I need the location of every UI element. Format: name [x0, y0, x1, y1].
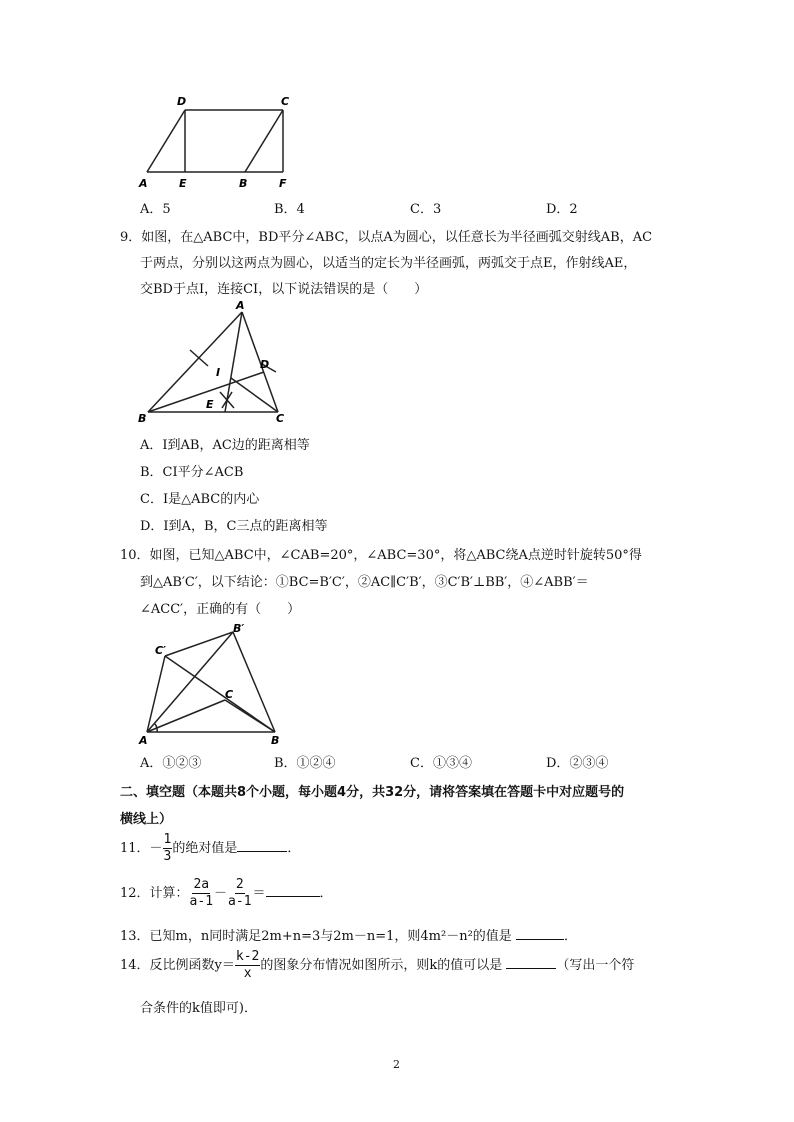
- q14-end: （写出一个符: [556, 958, 635, 973]
- q9-line-1: 9．如图，在△ABC中，BD平分∠ABC，以点A为圆心，以任意长为半径画弧交射线AB，AC: [120, 230, 653, 245]
- q14-prefix: 14．反比例函数y＝: [120, 958, 235, 973]
- q9-line-3: 交BD于点I，连接CI，以下说法错误的是（ ）: [140, 282, 428, 297]
- q12-fraction-2: [227, 877, 252, 910]
- q8-label-C: C: [281, 95, 290, 108]
- q9-figure: [130, 300, 290, 430]
- section2-heading-line2: 横线上）: [120, 812, 173, 827]
- q10-option-c: C．①③④: [410, 756, 472, 771]
- q10-option-b: B．①②④: [274, 756, 336, 771]
- q10-label-Cp: C′: [155, 644, 166, 657]
- q14: [120, 948, 634, 984]
- q10-figure: [135, 620, 295, 750]
- q10-label-B: B: [271, 734, 280, 747]
- q11-denominator: 3: [163, 849, 172, 864]
- q9-label-B: B: [138, 412, 147, 425]
- q13: [120, 925, 577, 944]
- q13-text: 13．已知m，n同时满足2m+n=3与2m－n=1，则4m²－n²的值是: [120, 929, 512, 944]
- q9-option-c: C．I是△ABC的内心: [140, 492, 260, 507]
- q8-option-d: D．2: [546, 202, 578, 217]
- q11-suffix: 的绝对值是: [172, 841, 238, 856]
- section2-heading-line1: 二、填空题（本题共8个小题，每小题4分，共32分，请将答案填在答题卡中对应题号的: [120, 785, 625, 800]
- q9-label-D: D: [260, 358, 270, 371]
- q10-line-3: ∠ACC′，正确的有（ ）: [140, 602, 301, 617]
- q8-option-c: C．3: [410, 202, 442, 217]
- q12-prefix: 12．计算：: [120, 886, 189, 901]
- q8-label-A: A: [139, 177, 148, 190]
- q10-option-d: D．②③④: [546, 756, 609, 771]
- q12-fraction-1: [189, 877, 214, 910]
- q11-fraction: [163, 832, 173, 865]
- q13-answer-blank[interactable]: [516, 939, 564, 940]
- q14-mid: 的图象分布情况如图所示，则k的值可以是: [260, 958, 503, 973]
- q12-denominator-2: a-1: [228, 894, 252, 909]
- q14-line-2: 合条件的k值即可)．: [140, 1001, 257, 1016]
- q11-answer-blank[interactable]: [237, 851, 287, 852]
- q9-label-E: E: [206, 398, 214, 411]
- q9-line-2: 于两点，分别以这两点为圆心，以适当的定长为半径画弧，两弧交于点E，作射线AE，: [140, 256, 637, 271]
- q14-denominator: x: [243, 966, 252, 981]
- q10-label-C: C: [225, 688, 234, 701]
- q9-label-I: I: [216, 366, 221, 379]
- q9-label-A: A: [236, 300, 245, 312]
- q9-option-a: A．I到AB，AC边的距离相等: [140, 438, 310, 453]
- q12-end: ．: [319, 886, 333, 901]
- q10-option-a: A．①②③: [140, 756, 202, 771]
- q11: [120, 832, 300, 866]
- q12-equals: ＝: [252, 886, 266, 901]
- q12-numerator-2: 2: [235, 877, 244, 892]
- q9-option-d: D．I到A，B，C三点的距离相等: [140, 519, 328, 534]
- page-number: 2: [393, 1058, 400, 1071]
- q14-numerator: k-2: [235, 949, 260, 964]
- q12-answer-blank[interactable]: [266, 896, 320, 897]
- q10-line-1: 10．如图，已知△ABC中，∠CAB=20°，∠ABC=30°，将△ABC绕A点逆时针旋转50°得: [120, 548, 642, 563]
- q12-minus: －: [214, 886, 228, 901]
- q12: [120, 876, 333, 912]
- q10-label-A: A: [139, 734, 148, 747]
- q10-line-2: 到△AB′C′，以下结论：①BC=B′C′，②AC∥C′B′，③C′B′⊥BB′，④∠ABB′＝: [140, 575, 589, 590]
- q10-label-Bp: B′: [233, 622, 245, 635]
- q8-label-B: B: [239, 177, 248, 190]
- q8-option-b: B．4: [274, 202, 305, 217]
- q8-label-E: E: [179, 177, 187, 190]
- q11-prefix: 11．－: [120, 841, 163, 856]
- q8-label-F: F: [279, 177, 287, 190]
- q12-denominator-1: a-1: [189, 894, 214, 909]
- q9-option-b: B．CI平分∠ACB: [140, 465, 244, 480]
- q14-answer-blank[interactable]: [506, 968, 556, 969]
- q11-numerator: 1: [163, 832, 172, 847]
- q8-label-D: D: [177, 95, 187, 108]
- q13-end: ．: [563, 929, 577, 944]
- q12-numerator-1: 2a: [193, 877, 210, 892]
- q8-figure: [135, 92, 305, 192]
- q14-fraction: [235, 949, 260, 982]
- q11-end: ．: [287, 841, 301, 856]
- q8-option-a: A．5: [140, 202, 171, 217]
- q9-label-C: C: [276, 412, 285, 425]
